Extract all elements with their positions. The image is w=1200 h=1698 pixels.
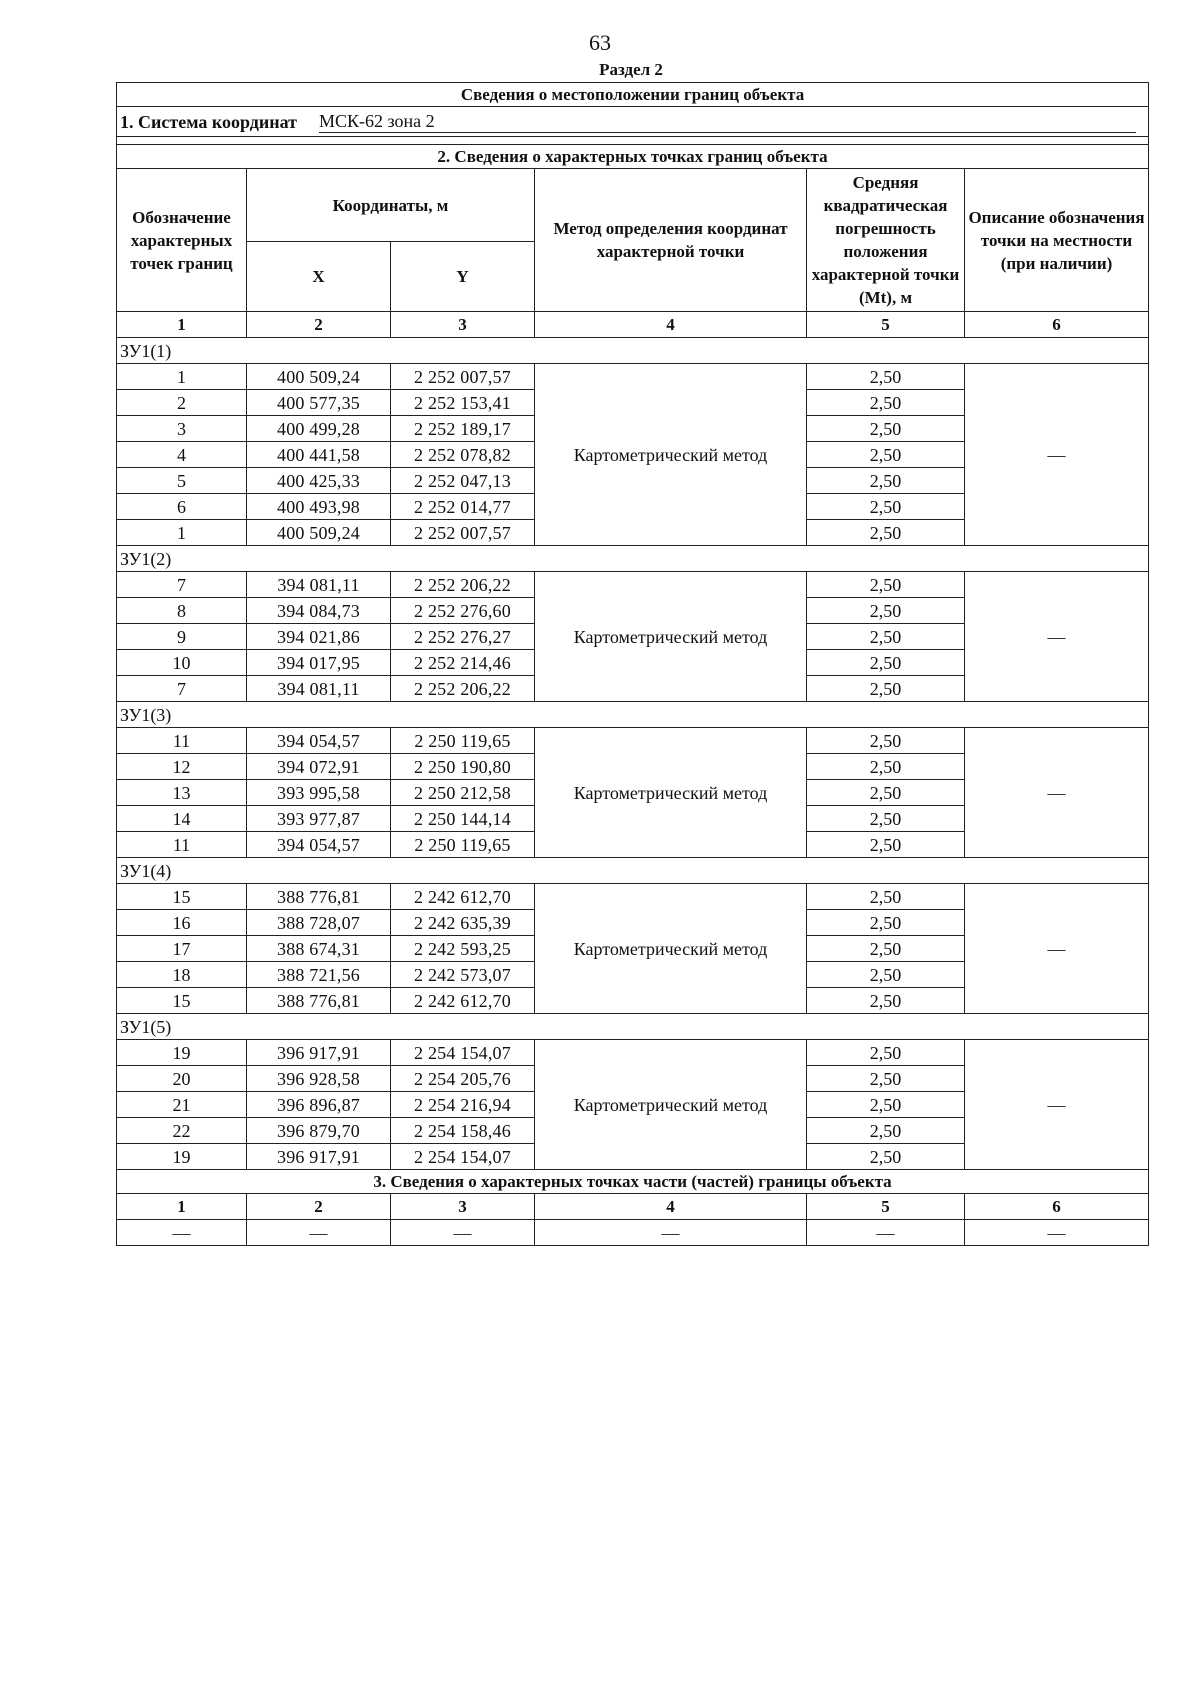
coord-x: 396 879,70 — [247, 1118, 391, 1144]
error-value: 2,50 — [807, 1066, 965, 1092]
error-value: 2,50 — [807, 728, 965, 754]
coord-x: 394 081,11 — [247, 676, 391, 702]
point-number: 4 — [117, 442, 247, 468]
coord-x: 388 776,81 — [247, 884, 391, 910]
header-x: X — [247, 242, 391, 312]
coord-y: 2 254 216,94 — [391, 1092, 535, 1118]
error-value: 2,50 — [807, 598, 965, 624]
error-value: 2,50 — [807, 1092, 965, 1118]
table-title: Сведения о местоположении границ объекта — [117, 83, 1149, 107]
point-number: 7 — [117, 676, 247, 702]
error-value: 2,50 — [807, 936, 965, 962]
description-cell: — — [965, 728, 1149, 858]
description-cell: — — [965, 572, 1149, 702]
coord-x: 400 441,58 — [247, 442, 391, 468]
point-number: 11 — [117, 832, 247, 858]
column-number: 3 — [391, 1194, 535, 1220]
coord-x: 394 084,73 — [247, 598, 391, 624]
point-number: 2 — [117, 390, 247, 416]
column-number: 6 — [965, 312, 1149, 338]
description-cell: — — [965, 884, 1149, 1014]
point-number: 9 — [117, 624, 247, 650]
error-value: 2,50 — [807, 884, 965, 910]
column-number: 4 — [535, 312, 807, 338]
point-number: 11 — [117, 728, 247, 754]
error-value: 2,50 — [807, 1118, 965, 1144]
error-value: 2,50 — [807, 832, 965, 858]
empty-cell: — — [807, 1220, 965, 1246]
coord-x: 400 425,33 — [247, 468, 391, 494]
error-value: 2,50 — [807, 1144, 965, 1170]
method-cell: Картометрический метод — [535, 728, 807, 858]
boundary-table — [116, 82, 1149, 1246]
point-number: 10 — [117, 650, 247, 676]
point-number: 6 — [117, 494, 247, 520]
coord-y: 2 250 190,80 — [391, 754, 535, 780]
part3-column-numbers-row — [117, 1194, 1149, 1220]
header-method: Метод определения координат характерной точки — [535, 169, 807, 312]
empty-cell: — — [117, 1220, 247, 1246]
coord-x: 394 017,95 — [247, 650, 391, 676]
point-number: 15 — [117, 884, 247, 910]
section-title: Раздел 2 — [599, 60, 663, 79]
parcel-name: ЗУ1(1) — [117, 338, 1149, 364]
error-value: 2,50 — [807, 988, 965, 1014]
part3-title: 3. Сведения о характерных точках части (частей) границы объекта — [117, 1170, 1149, 1194]
coord-x: 400 493,98 — [247, 494, 391, 520]
point-number: 21 — [117, 1092, 247, 1118]
coord-y: 2 254 154,07 — [391, 1144, 535, 1170]
coord-x: 400 509,24 — [247, 364, 391, 390]
coord-y: 2 250 119,65 — [391, 832, 535, 858]
point-number: 5 — [117, 468, 247, 494]
empty-cell: — — [965, 1220, 1149, 1246]
description-cell: — — [965, 364, 1149, 546]
column-number: 1 — [117, 312, 247, 338]
column-number: 2 — [247, 1194, 391, 1220]
coord-y: 2 252 214,46 — [391, 650, 535, 676]
coord-y: 2 252 078,82 — [391, 442, 535, 468]
error-value: 2,50 — [807, 962, 965, 988]
parcel-group-row — [117, 338, 1149, 364]
coord-y: 2 252 047,13 — [391, 468, 535, 494]
coord-y: 2 252 153,41 — [391, 390, 535, 416]
coord-y: 2 252 206,22 — [391, 676, 535, 702]
point-number: 19 — [117, 1040, 247, 1066]
error-value: 2,50 — [807, 1040, 965, 1066]
column-number: 3 — [391, 312, 535, 338]
coord-y: 2 250 212,58 — [391, 780, 535, 806]
method-cell: Картометрический метод — [535, 884, 807, 1014]
point-number: 12 — [117, 754, 247, 780]
column-number: 4 — [535, 1194, 807, 1220]
point-number: 15 — [117, 988, 247, 1014]
coord-x: 396 917,91 — [247, 1040, 391, 1066]
parcel-name: ЗУ1(5) — [117, 1014, 1149, 1040]
error-value: 2,50 — [807, 780, 965, 806]
coord-y: 2 252 276,27 — [391, 624, 535, 650]
error-value: 2,50 — [807, 754, 965, 780]
coord-x: 400 509,24 — [247, 520, 391, 546]
coord-y: 2 252 276,60 — [391, 598, 535, 624]
spacer-row — [117, 137, 1149, 145]
coord-y: 2 252 014,77 — [391, 494, 535, 520]
error-value: 2,50 — [807, 416, 965, 442]
coord-x: 400 499,28 — [247, 416, 391, 442]
coord-y: 2 242 612,70 — [391, 884, 535, 910]
header-designation: Обозначение характерных точек границ — [117, 169, 247, 312]
error-value: 2,50 — [807, 494, 965, 520]
table-row — [117, 1040, 1149, 1066]
coord-x: 394 021,86 — [247, 624, 391, 650]
coord-x: 394 081,11 — [247, 572, 391, 598]
coord-x: 400 577,35 — [247, 390, 391, 416]
parcel-name: ЗУ1(3) — [117, 702, 1149, 728]
column-number: 1 — [117, 1194, 247, 1220]
page-number: 63 — [589, 30, 611, 55]
table-row — [117, 364, 1149, 390]
table-row — [117, 572, 1149, 598]
coord-y: 2 250 119,65 — [391, 728, 535, 754]
parcel-group-row — [117, 858, 1149, 884]
method-cell: Картометрический метод — [535, 572, 807, 702]
coord-y: 2 252 007,57 — [391, 364, 535, 390]
column-numbers-row — [117, 312, 1149, 338]
error-value: 2,50 — [807, 442, 965, 468]
parcel-group-row — [117, 702, 1149, 728]
error-value: 2,50 — [807, 676, 965, 702]
point-number: 14 — [117, 806, 247, 832]
column-number: 2 — [247, 312, 391, 338]
coord-x: 394 054,57 — [247, 728, 391, 754]
coord-y: 2 252 206,22 — [391, 572, 535, 598]
parcel-group-row — [117, 1014, 1149, 1040]
point-number: 1 — [117, 520, 247, 546]
coord-y: 2 254 205,76 — [391, 1066, 535, 1092]
coord-x: 388 728,07 — [247, 910, 391, 936]
parcel-group-row — [117, 546, 1149, 572]
point-number: 18 — [117, 962, 247, 988]
header-coordinates: Координаты, м — [247, 169, 535, 242]
empty-cell: — — [535, 1220, 807, 1246]
error-value: 2,50 — [807, 806, 965, 832]
header-description: Описание обозначения точки на местности (при наличии) — [965, 169, 1149, 312]
error-value: 2,50 — [807, 572, 965, 598]
point-number: 19 — [117, 1144, 247, 1170]
error-value: 2,50 — [807, 650, 965, 676]
point-number: 22 — [117, 1118, 247, 1144]
coord-x: 393 977,87 — [247, 806, 391, 832]
coord-x: 394 072,91 — [247, 754, 391, 780]
error-value: 2,50 — [807, 910, 965, 936]
point-number: 17 — [117, 936, 247, 962]
coord-x: 394 054,57 — [247, 832, 391, 858]
description-cell: — — [965, 1040, 1149, 1170]
coord-y: 2 252 007,57 — [391, 520, 535, 546]
coord-x: 388 776,81 — [247, 988, 391, 1014]
point-number: 13 — [117, 780, 247, 806]
header-y: Y — [391, 242, 535, 312]
method-cell: Картометрический метод — [535, 1040, 807, 1170]
point-number: 16 — [117, 910, 247, 936]
column-number: 5 — [807, 312, 965, 338]
coord-y: 2 250 144,14 — [391, 806, 535, 832]
coord-y: 2 252 189,17 — [391, 416, 535, 442]
header-error: Средняя квадратическая погрешность положения характерной точки (Mt), м — [807, 169, 965, 312]
method-cell: Картометрический метод — [535, 364, 807, 546]
error-value: 2,50 — [807, 624, 965, 650]
point-number: 3 — [117, 416, 247, 442]
point-number: 7 — [117, 572, 247, 598]
coordinate-system-label: 1. Система координат — [120, 111, 297, 132]
part3-empty-row — [117, 1220, 1149, 1246]
point-number: 8 — [117, 598, 247, 624]
coord-x: 396 896,87 — [247, 1092, 391, 1118]
column-number: 6 — [965, 1194, 1149, 1220]
error-value: 2,50 — [807, 364, 965, 390]
coordinate-system-value: МСК-62 зона 2 — [319, 110, 1136, 133]
coord-y: 2 254 154,07 — [391, 1040, 535, 1066]
column-number: 5 — [807, 1194, 965, 1220]
coord-x: 388 721,56 — [247, 962, 391, 988]
parcel-name: ЗУ1(4) — [117, 858, 1149, 884]
coord-x: 396 917,91 — [247, 1144, 391, 1170]
empty-cell: — — [391, 1220, 535, 1246]
coord-x: 388 674,31 — [247, 936, 391, 962]
error-value: 2,50 — [807, 468, 965, 494]
error-value: 2,50 — [807, 390, 965, 416]
coord-y: 2 242 573,07 — [391, 962, 535, 988]
coordinate-system-row — [117, 107, 1149, 137]
empty-cell: — — [247, 1220, 391, 1246]
parcel-name: ЗУ1(2) — [117, 546, 1149, 572]
coord-x: 396 928,58 — [247, 1066, 391, 1092]
error-value: 2,50 — [807, 520, 965, 546]
table-row — [117, 728, 1149, 754]
coord-y: 2 254 158,46 — [391, 1118, 535, 1144]
coord-y: 2 242 635,39 — [391, 910, 535, 936]
table-row — [117, 884, 1149, 910]
coord-y: 2 242 612,70 — [391, 988, 535, 1014]
point-number: 20 — [117, 1066, 247, 1092]
coord-y: 2 242 593,25 — [391, 936, 535, 962]
coord-x: 393 995,58 — [247, 780, 391, 806]
point-number: 1 — [117, 364, 247, 390]
part2-title: 2. Сведения о характерных точках границ объекта — [117, 145, 1149, 169]
